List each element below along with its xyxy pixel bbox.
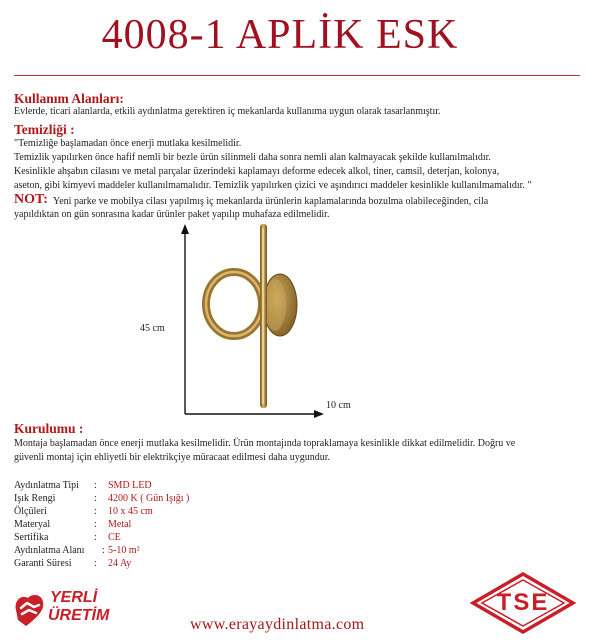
spec-value: 10 x 45 cm [108, 506, 153, 517]
spec-separator: : [94, 506, 97, 517]
spec-separator: : [94, 519, 97, 530]
cleaning-line: Kesinlikle ahşabın cilasını ve metal parçalar üzerindeki kaplamayı deforme edecek alkol, tiner, camsil, deterjan, kolonya, [14, 166, 500, 177]
page-title: 4008-1 APLİK ESK [101, 12, 459, 58]
cleaning-line: Temizlik yapılırken önce hafif nemli bir bezle ürün silinmeli daha sonra nemli alan kalmayacak şekilde kullanılmalıdır. [14, 152, 491, 163]
installation-line-1: Montaja başlamadan önce enerji mutlaka kesilmelidir. Ürün montajında topraklamaya kesinlikle dikkat edilmelidir. Doğru ve [14, 438, 516, 449]
spec-value: 5-10 m² [108, 545, 140, 556]
uretim-text: ÜRETİM [48, 607, 110, 624]
yerli-uretim-logo [12, 586, 116, 632]
spec-separator: : [94, 532, 97, 543]
spec-value: Metal [108, 519, 132, 530]
spec-label: Sertifika [14, 532, 49, 543]
tse-text: TSE [496, 589, 550, 616]
cleaning-line: aseton, gibi kimyevi maddeler kullanılmamalıdır. Temizlik yapılırken çizici ve aşındırıcı maddeler kesinlikle kullanılmamalıdır. " [14, 180, 532, 191]
installation-heading: Kurulumu : [14, 421, 84, 436]
cleaning-line: "Temizliğe başlamadan önce enerji mutlaka kesilmelidir. [14, 138, 242, 149]
title-divider [14, 75, 580, 76]
note-heading: NOT: [14, 192, 48, 207]
product-illustration [150, 218, 350, 418]
spec-label: Aydınlatma Tipi [14, 480, 79, 491]
spec-separator: : [94, 493, 97, 504]
spec-separator: : [94, 480, 97, 491]
hand-heart-icon [12, 590, 48, 628]
tse-logo [470, 572, 576, 634]
height-dimension-label: 45 cm [140, 323, 165, 334]
spec-label: Materyal [14, 519, 51, 530]
cleaning-heading: Temizliği : [14, 122, 75, 137]
usage-text: Evlerde, ticari alanlarda, etkili aydınlatma gerektiren iç mekanlarda kullanıma uygun olarak tasarlanmıştır. [14, 106, 441, 117]
spec-value: SMD LED [108, 480, 152, 491]
installation-line-2: güvenli montaj için ehliyetli bir elektrikçiye müracaat edilmesi daha uygundur. [14, 452, 331, 463]
website-url: www.erayaydinlatma.com [190, 616, 365, 633]
spec-label: Ölçüleri [14, 506, 47, 517]
spec-label: Işık Rengi [14, 493, 56, 504]
spec-separator: : [102, 545, 105, 556]
note-line-1: Yeni parke ve mobilya cilası yapılmış iç mekanlarda ürünlerin kaplamalarında bozulma olabileceğinden, cila [53, 196, 489, 207]
spec-value: CE [108, 532, 121, 543]
spec-label: Garanti Süresi [14, 558, 72, 569]
cleaning-text [14, 137, 532, 193]
yerli-text: YERLİ [50, 589, 98, 606]
usage-heading: Kullanım Alanları: [14, 91, 124, 106]
width-dimension-label: 10 cm [326, 400, 351, 411]
spec-separator: : [94, 558, 97, 569]
spec-label: Aydınlatma Alanı [14, 545, 85, 556]
note-line-2: yapıldıktan on gün sonrasına kadar ürünler paket yapılıp muhafaza edilmelidir. [14, 209, 330, 220]
spec-value: 4200 K ( Gün Işığı ) [108, 493, 190, 504]
spec-value: 24 Ay [108, 558, 132, 569]
